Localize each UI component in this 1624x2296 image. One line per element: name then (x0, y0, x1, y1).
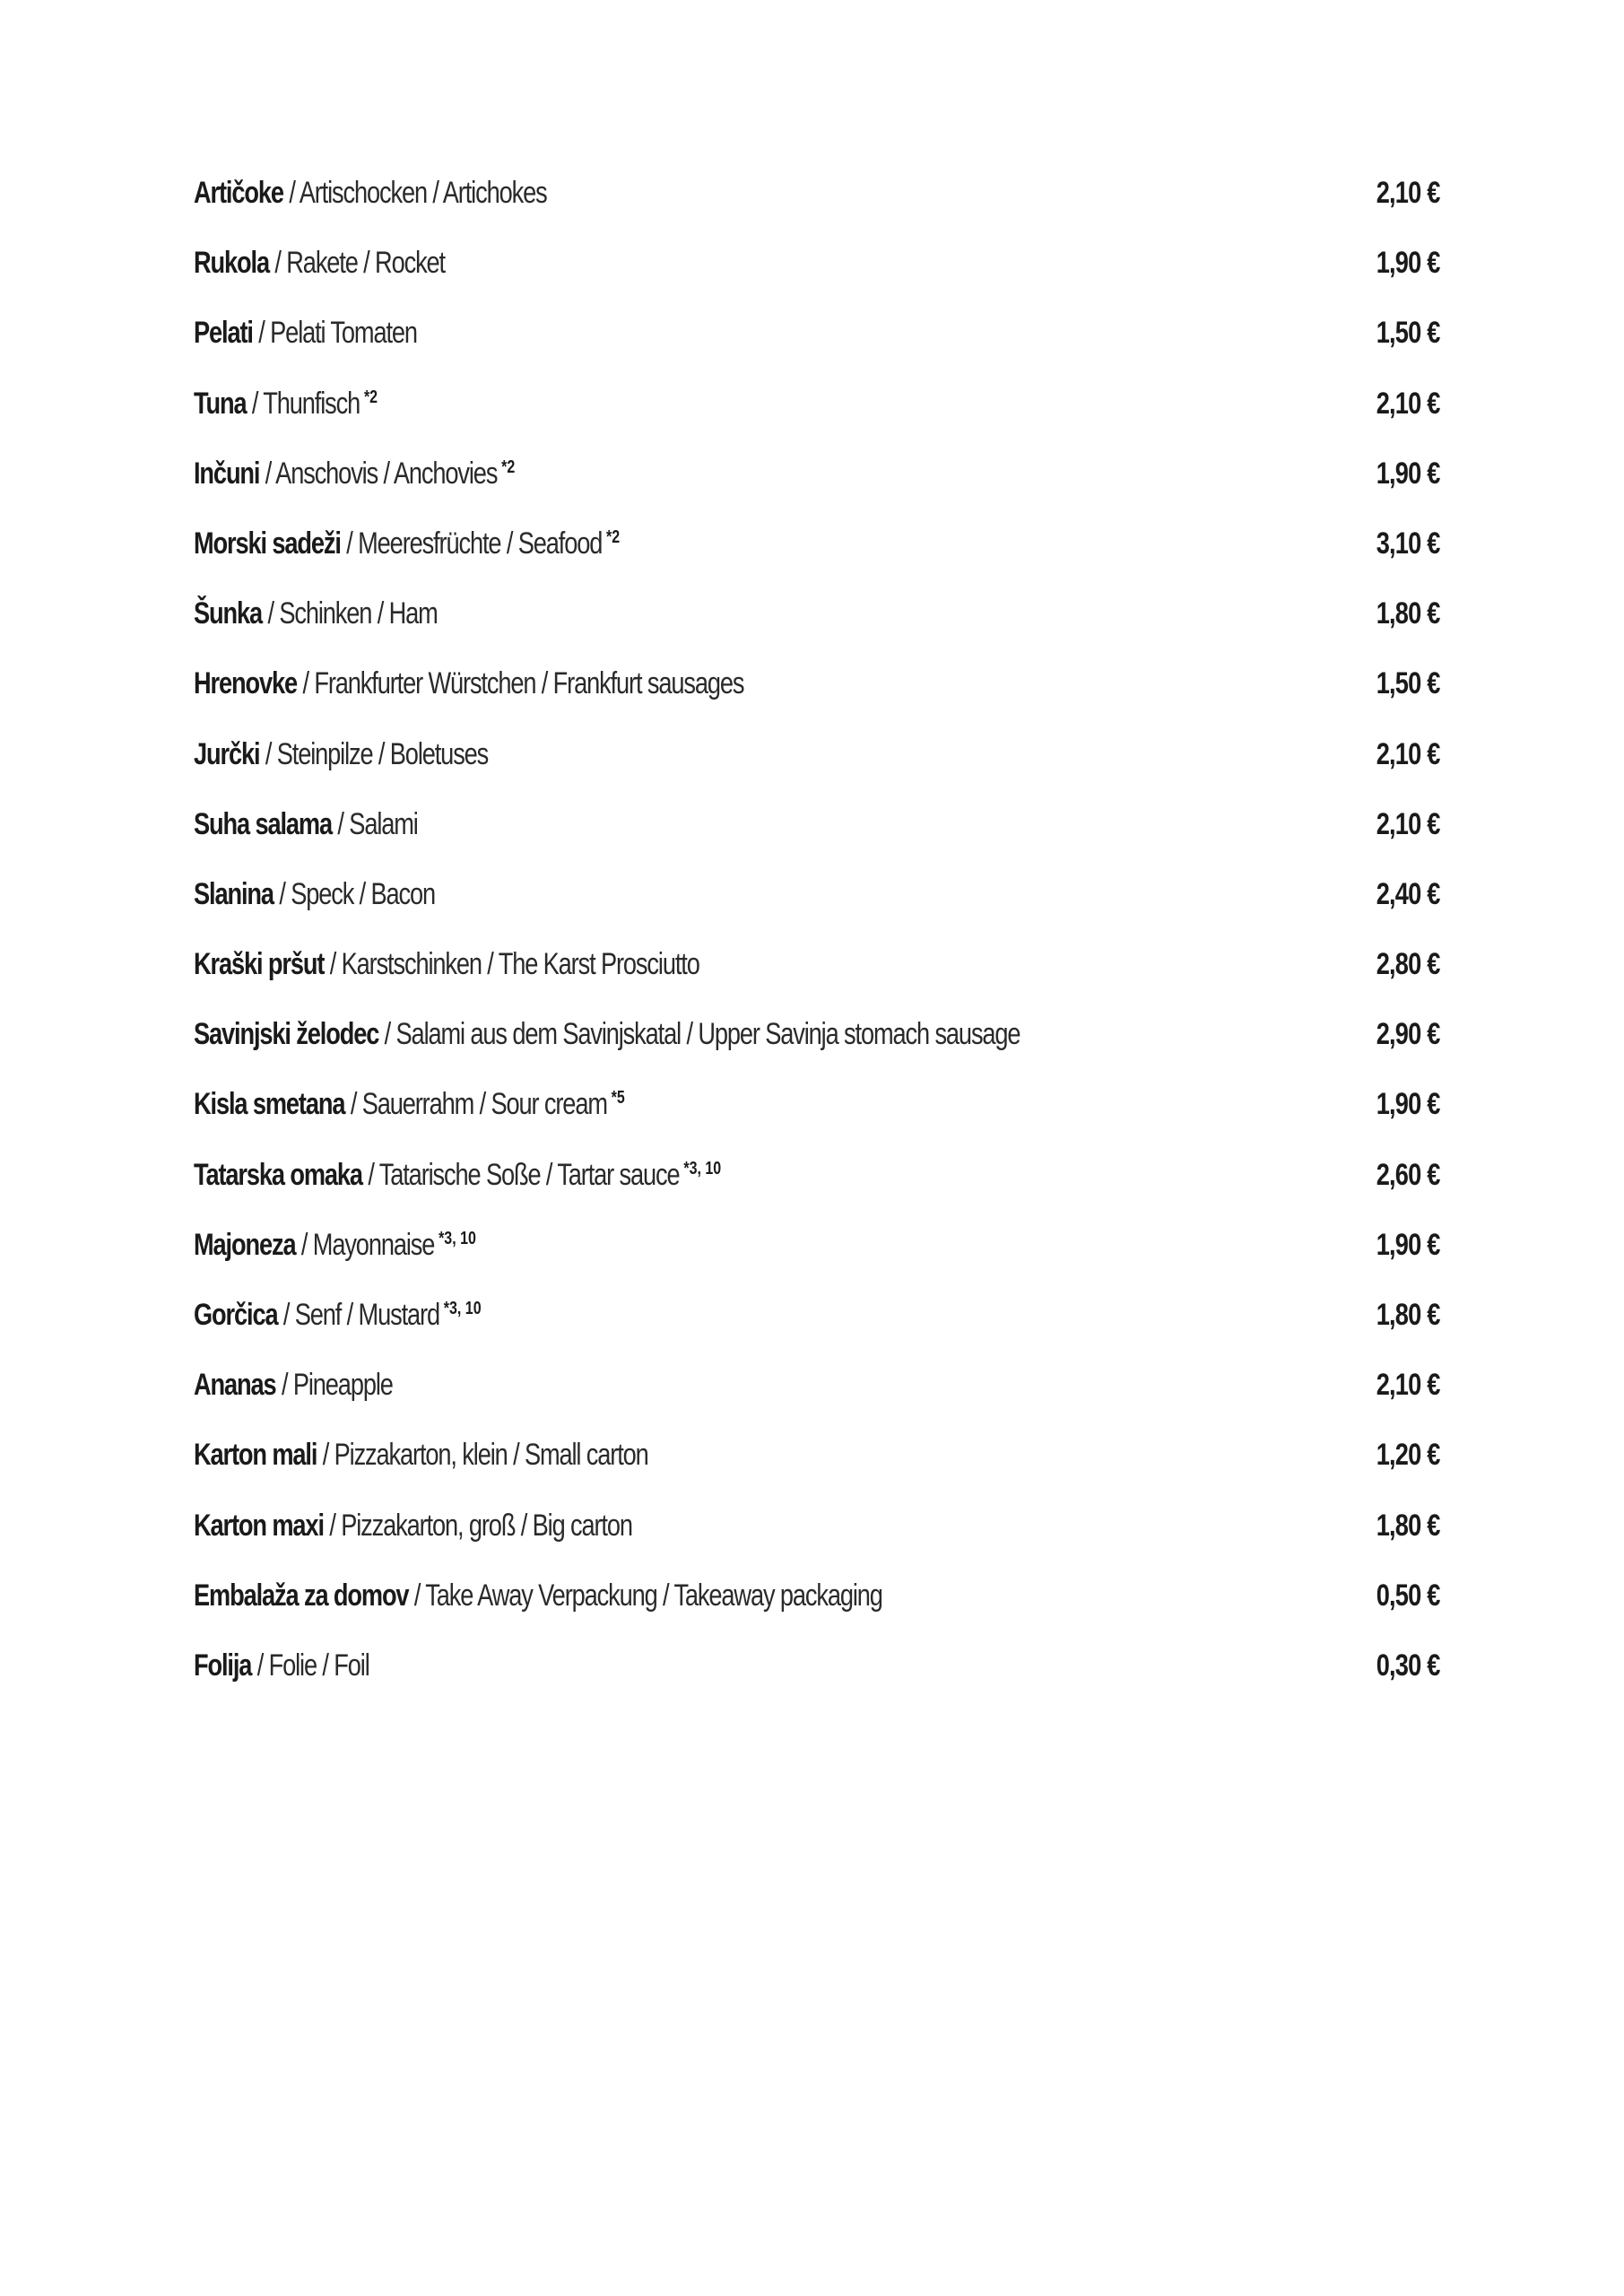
item-name: Majoneza (194, 1227, 296, 1262)
item-price: 1,90 € (1376, 456, 1440, 491)
menu-item (194, 528, 1440, 598)
item-price: 2,10 € (1376, 1368, 1440, 1403)
menu-item (194, 876, 1440, 949)
menu-item (194, 1510, 1440, 1580)
item-price: 2,10 € (1376, 386, 1440, 421)
item-text (194, 458, 515, 489)
menu-item (194, 248, 1440, 317)
item-text (194, 1087, 625, 1122)
item-name: Rukola (194, 246, 269, 281)
menu-item (194, 736, 1440, 809)
item-description: / Take Away Verpackung / Takeaway packaging (408, 1578, 882, 1613)
item-description: / Folie / Foil (251, 1648, 369, 1683)
item-price: 2,80 € (1376, 947, 1440, 982)
item-name: Kisla smetana (194, 1087, 345, 1122)
item-text (194, 947, 699, 982)
item-description: / Mayonnaise (295, 1227, 435, 1262)
item-price: 2,10 € (1376, 736, 1440, 771)
item-name: Ananas (194, 1368, 276, 1403)
item-name: Slanina (194, 876, 274, 911)
allergen-note: *2 (501, 457, 516, 477)
menu-item (194, 949, 1440, 1019)
item-text (194, 246, 445, 281)
item-name: Hrenovke (194, 666, 298, 701)
item-description: / Schinken / Ham (262, 596, 438, 631)
item-price: 3,10 € (1376, 526, 1440, 561)
menu-item (194, 806, 1440, 879)
allergen-note: *2 (606, 526, 621, 547)
item-name: Tuna (194, 386, 247, 421)
item-price: 1,20 € (1376, 1438, 1440, 1473)
item-text (194, 316, 417, 351)
allergen-note: *2 (363, 387, 378, 407)
item-text (194, 1017, 1020, 1052)
item-text (194, 1157, 722, 1192)
item-description: / Anschovis / Anchovies (259, 456, 498, 491)
item-text (194, 388, 378, 419)
item-description: / Pizzakarton, klein / Small carton (317, 1438, 648, 1473)
menu-item (194, 1227, 1440, 1300)
allergen-note: *3, 10 (683, 1158, 722, 1178)
item-price: 1,80 € (1376, 596, 1440, 631)
item-description: / Meeresfrüchte / Seafood (340, 526, 603, 561)
item-description: / Thunfisch (246, 386, 360, 421)
item-name: Gorčica (194, 1298, 278, 1332)
item-description: / Rakete / Rocket (268, 246, 445, 281)
item-price: 1,50 € (1376, 316, 1440, 351)
item-name: Jurčki (194, 736, 260, 771)
item-name: Morski sadeži (194, 526, 341, 561)
item-name: Pelati (194, 316, 253, 351)
menu-item (194, 1019, 1440, 1089)
item-text (194, 598, 438, 629)
item-text (194, 178, 547, 208)
item-name: Karton mali (194, 1438, 317, 1473)
item-description: / Speck / Bacon (273, 876, 436, 911)
item-description: / Tatarische Soße / Tartar sauce (361, 1157, 680, 1192)
menu-list (194, 178, 1440, 1720)
item-price: 2,10 € (1376, 176, 1440, 210)
item-text (194, 736, 489, 771)
menu-item (194, 178, 1440, 248)
menu-item (194, 317, 1440, 387)
item-text (194, 1510, 632, 1541)
item-price: 1,90 € (1376, 1227, 1440, 1262)
menu-item (194, 1580, 1440, 1650)
item-text (194, 528, 620, 559)
item-name: Savinjski želodec (194, 1017, 379, 1052)
item-name: Folija (194, 1648, 252, 1683)
item-price: 2,60 € (1376, 1157, 1440, 1192)
item-description: / Frankfurter Würstchen / Frankfurt sausages (297, 666, 744, 701)
item-name: Kraški pršut (194, 947, 325, 982)
item-text (194, 1650, 369, 1681)
item-text (194, 1438, 648, 1473)
item-price: 0,50 € (1376, 1578, 1440, 1613)
menu-item (194, 668, 1440, 738)
item-description: / Sauerrahm / Sour cream (344, 1087, 607, 1122)
menu-item (194, 598, 1440, 668)
item-text (194, 1580, 882, 1611)
menu-item (194, 1157, 1440, 1230)
menu-item (194, 1439, 1440, 1509)
item-price: 1,80 € (1376, 1298, 1440, 1332)
item-name: Artičoke (194, 176, 283, 210)
item-description: / Pelati Tomaten (252, 316, 417, 351)
item-description: / Karstschinken / The Karst Prosciutto (324, 947, 699, 982)
item-text (194, 668, 743, 699)
item-price: 1,80 € (1376, 1508, 1440, 1543)
item-name: Karton maxi (194, 1508, 324, 1543)
item-name: Inčuni (194, 456, 260, 491)
item-text (194, 1227, 476, 1262)
allergen-note: *3, 10 (439, 1228, 476, 1248)
allergen-note: *3, 10 (443, 1299, 482, 1318)
item-description: / Salami aus dem Savinjskatal / Upper Savinja stomach sausage (378, 1017, 1020, 1052)
item-description: / Pizzakarton, groß / Big carton (323, 1508, 632, 1543)
item-name: Tatarska omaka (194, 1157, 362, 1192)
menu-item (194, 1650, 1440, 1720)
item-price: 0,30 € (1376, 1648, 1440, 1683)
item-description: / Senf / Mustard (277, 1298, 439, 1332)
item-description: / Steinpilze / Boletuses (259, 736, 489, 771)
item-description: / Artischocken / Artichokes (282, 176, 547, 210)
item-name: Šunka (194, 596, 263, 631)
item-name: Suha salama (194, 806, 332, 841)
menu-item (194, 458, 1440, 528)
item-price: 1,90 € (1376, 246, 1440, 281)
item-text (194, 876, 436, 911)
item-name: Embalaža za domov (194, 1578, 409, 1613)
item-price: 1,50 € (1376, 666, 1440, 701)
menu-item (194, 1089, 1440, 1159)
menu-item (194, 1370, 1440, 1439)
item-price: 2,10 € (1376, 806, 1440, 841)
item-price: 2,90 € (1376, 1017, 1440, 1052)
menu-item (194, 388, 1440, 458)
item-text (194, 806, 418, 841)
item-price: 1,90 € (1376, 1087, 1440, 1122)
item-price: 2,40 € (1376, 876, 1440, 911)
menu-item (194, 1300, 1440, 1370)
allergen-note: *5 (611, 1088, 625, 1109)
item-description: / Pineapple (275, 1368, 393, 1403)
item-description: / Salami (332, 806, 418, 841)
item-text (194, 1368, 393, 1403)
item-text (194, 1300, 482, 1330)
